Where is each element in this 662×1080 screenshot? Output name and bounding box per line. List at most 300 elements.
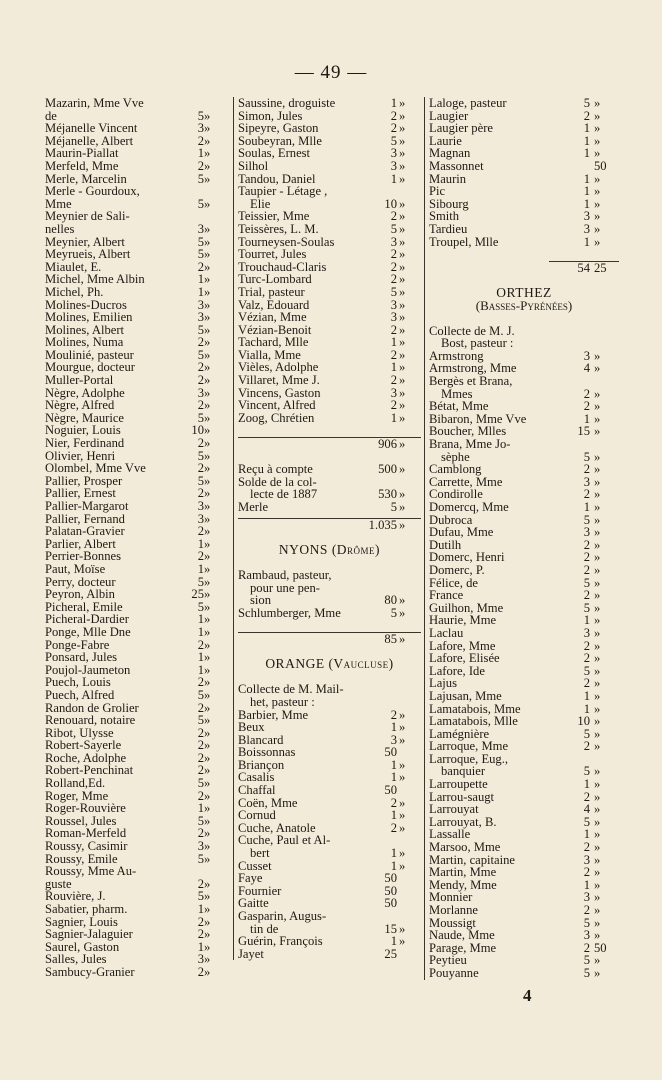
orange-city: ORANGE <box>265 656 325 672</box>
amount-centimes: » <box>594 928 601 943</box>
amount-centimes: » <box>594 512 601 527</box>
donor-name: Roussy, Emile <box>45 851 118 866</box>
amount-francs: 1 <box>583 688 590 703</box>
donor-name: Cornud <box>238 808 276 823</box>
donor-name: Roussel, Jules <box>45 813 117 828</box>
donor-name: Picheral, Emile <box>45 599 123 614</box>
list-item <box>45 802 225 815</box>
amount-centimes: » <box>204 624 211 639</box>
amount-centimes: » <box>204 146 211 161</box>
donor-name: Cuche, Anatole <box>238 820 316 835</box>
donor-name: Lajusan, Mme <box>429 688 502 703</box>
donor-name: Sambucy-Granier <box>45 964 135 979</box>
list-item <box>429 97 619 110</box>
donor-name: Vincent, Alfred <box>238 398 316 413</box>
amount-centimes: » <box>399 297 406 312</box>
amount-francs: 1 <box>583 827 590 842</box>
orange-region: (Vaucluse) <box>328 656 394 672</box>
amount-francs: 1 <box>390 858 397 873</box>
list-item <box>45 903 225 916</box>
donor-name: France <box>429 588 464 603</box>
donor-name: Peytieu <box>429 953 467 968</box>
amount-centimes: » <box>594 348 601 363</box>
list-item <box>45 563 225 576</box>
donor-name: Peyron, Albin <box>45 587 115 602</box>
amount-centimes: » <box>399 272 406 287</box>
amount-francs: 2 <box>583 537 590 552</box>
list-item <box>45 588 225 601</box>
list-item <box>238 809 421 822</box>
amount-francs: 10 <box>191 423 204 438</box>
donor-name: Fournier <box>238 883 282 898</box>
donor-name: Lafore, Elisée <box>429 651 500 666</box>
amount-centimes: » <box>204 410 211 425</box>
amount-centimes: » <box>594 525 601 540</box>
donor-name: Merle - Gourdoux, <box>45 184 140 199</box>
amount-centimes: » <box>594 96 601 110</box>
donor-name: Poujol-Jaumeton <box>45 662 131 677</box>
amount-centimes: » <box>594 764 601 779</box>
amount-centimes: » <box>399 310 406 325</box>
amount-centimes: » <box>594 663 601 678</box>
list-item <box>238 696 421 709</box>
signature-mark: 4 <box>523 986 532 1005</box>
amount-centimes: » <box>594 688 601 703</box>
donor-name: Ponge-Fabre <box>45 637 110 652</box>
amount-francs: 1 <box>390 934 397 949</box>
donor-name: Moussigt <box>429 915 476 930</box>
donor-name: Villaret, Mme J. <box>238 373 320 388</box>
donor-name: Soulas, Ernest <box>238 146 311 161</box>
list-item <box>429 438 619 451</box>
orthez-list <box>429 325 619 980</box>
amount-francs: 25 <box>384 946 397 961</box>
list-item <box>238 336 421 349</box>
amount-francs: 2 <box>583 903 590 917</box>
amount-centimes: » <box>594 133 601 148</box>
amount-centimes: » <box>594 865 601 880</box>
donor-name: Mendy, Mme <box>429 877 497 892</box>
amount-francs: 2 <box>197 788 204 803</box>
amount-francs: 1 <box>197 650 204 665</box>
list-item <box>45 689 225 702</box>
amount-centimes: » <box>594 814 601 829</box>
donor-name: Gasparin, Augus- <box>238 909 327 923</box>
donor-name: Vincens, Gaston <box>238 385 321 400</box>
donor-name: Pouyanne <box>429 965 479 980</box>
donor-name: Parlier, Albert <box>45 536 116 551</box>
amount-francs: 2 <box>197 436 204 451</box>
amount-centimes: » <box>204 234 211 249</box>
list-item <box>429 778 619 791</box>
amount-francs: 2 <box>197 876 204 891</box>
donor-name: Salles, Jules <box>45 952 107 967</box>
donor-name: Barbier, Mme <box>238 707 309 722</box>
list-item <box>429 690 619 703</box>
donor-name: Dubroca <box>429 512 473 527</box>
nyons-city: NYONS <box>278 541 328 557</box>
amount-francs: 2 <box>197 700 204 715</box>
amount-francs: 1 <box>583 777 590 792</box>
amount-francs: 2 <box>197 360 204 375</box>
list-item <box>429 173 619 186</box>
amount-francs: 50 <box>384 871 397 886</box>
donor-name: tin de <box>250 921 279 936</box>
donor-name: Tourneysen-Soulas <box>238 234 335 249</box>
amount-centimes: » <box>594 171 601 186</box>
list-item <box>429 564 619 577</box>
amount-centimes: » <box>204 725 211 740</box>
donor-name: Dutilh <box>429 537 462 552</box>
amount-centimes: » <box>204 536 211 551</box>
donor-name: Robert-Sayerle <box>45 738 122 753</box>
amount-francs: 5 <box>197 234 204 249</box>
list-item <box>238 594 421 607</box>
list-item <box>45 966 225 979</box>
amount-francs: 5 <box>583 663 590 678</box>
donor-name: Molines, Emilien <box>45 310 133 325</box>
donor-name: Soubeyran, Mlle <box>238 133 322 148</box>
amount-francs: 2 <box>583 487 590 502</box>
amount-francs: 3 <box>583 525 590 540</box>
donor-name: Laurie <box>429 133 462 148</box>
donor-name: Lassalle <box>429 827 471 842</box>
donor-name: Lamatabois, Mlle <box>429 714 518 729</box>
list-item <box>238 463 421 476</box>
list-item <box>429 122 619 135</box>
amount-francs: 50 <box>384 883 397 898</box>
list-item <box>429 589 619 602</box>
amount-francs: 1 <box>583 146 590 161</box>
amount-francs: 2 <box>197 637 204 652</box>
amount-centimes: » <box>204 599 211 614</box>
amount-centimes: » <box>399 360 406 375</box>
donor-name: Olivier, Henri <box>45 448 116 463</box>
list-item <box>429 715 619 728</box>
amount-centimes: » <box>399 133 406 148</box>
amount-francs: 15 <box>384 921 397 936</box>
amount-francs: 2 <box>197 750 204 765</box>
donor-name: Ribot, Ulysse <box>45 725 114 740</box>
donor-name: Molines, Albert <box>45 322 125 337</box>
amount-centimes: » <box>204 347 211 362</box>
amount-francs: 2 <box>583 651 590 666</box>
donor-name: Chaffal <box>238 783 276 798</box>
amount-francs: 3 <box>583 474 590 489</box>
donor-name: Pallier, Prosper <box>45 473 123 488</box>
donor-name: Boissonnas <box>238 745 296 760</box>
donor-name: Nègre, Alfred <box>45 398 115 413</box>
amount-francs: 25 <box>191 587 204 602</box>
amount-francs: 1 <box>583 171 590 186</box>
amount-centimes: » <box>399 284 406 299</box>
amount-francs: 2 <box>197 826 204 841</box>
donor-name: Lamégnière <box>429 726 490 741</box>
amount-francs: 5 <box>197 322 204 337</box>
donor-name: Dufau, Mme <box>429 525 494 540</box>
amount-centimes: » <box>594 625 601 640</box>
donor-name: Vézian-Benoit <box>238 322 312 337</box>
donor-name: de <box>45 108 57 123</box>
amount-centimes: » <box>399 757 406 772</box>
amount-centimes: » <box>204 776 211 791</box>
amount-centimes: » <box>399 221 406 236</box>
amount-centimes: » <box>204 662 211 677</box>
amount-francs: 1 <box>197 624 204 639</box>
amount-centimes: » <box>594 184 601 199</box>
page-number: — 49 — <box>294 62 368 83</box>
col3-total-amount: 54 <box>577 260 590 275</box>
amount-centimes: » <box>204 322 211 337</box>
amount-francs: 1 <box>197 561 204 576</box>
amount-centimes: » <box>399 335 406 350</box>
amount-centimes: » <box>399 410 406 425</box>
list-item <box>429 665 619 678</box>
donor-name: Sagnier, Louis <box>45 914 118 929</box>
amount-centimes: » <box>594 953 601 968</box>
amount-francs: 2 <box>583 550 590 565</box>
subtotal-cents: » <box>399 437 406 452</box>
donor-name: Robert-Penchinat <box>45 763 134 778</box>
amount-centimes: » <box>399 846 406 861</box>
donor-name: Boucher, Mlles <box>429 424 507 439</box>
donor-name: Martin, Mme <box>429 865 497 880</box>
donor-name: Reçu à compte <box>238 462 313 477</box>
column-2 <box>233 97 421 960</box>
donor-name: Tardieu <box>429 221 468 236</box>
amount-francs: 2 <box>197 964 204 979</box>
amount-centimes: » <box>594 651 601 666</box>
amount-centimes: » <box>399 770 406 785</box>
amount-francs: 5 <box>197 574 204 589</box>
amount-centimes: » <box>594 840 601 855</box>
amount-francs: 1 <box>583 121 590 136</box>
amount-francs: 1 <box>197 612 204 627</box>
donor-name: Sipeyre, Gaston <box>238 121 319 136</box>
donor-name: Mmes <box>441 386 473 401</box>
orange-heading <box>238 658 421 671</box>
amount-francs: 500 <box>378 462 397 477</box>
donor-name: Trial, pasteur <box>238 284 305 299</box>
amount-centimes: » <box>399 108 406 123</box>
amount-centimes: » <box>204 675 211 690</box>
amount-francs: 5 <box>583 965 590 980</box>
donor-name: Laugier père <box>429 121 493 136</box>
amount-centimes: » <box>204 360 211 375</box>
amount-francs: 2 <box>390 209 397 224</box>
amount-francs: 2 <box>197 486 204 501</box>
amount-centimes: » <box>399 247 406 262</box>
list-item <box>238 374 421 387</box>
donor-name: Tourret, Jules <box>238 247 307 262</box>
donor-name: Martin, capitaine <box>429 852 516 867</box>
amount-centimes: » <box>399 820 406 835</box>
nyons-total-amount: 85 <box>384 631 397 646</box>
amount-francs: 3 <box>583 625 590 640</box>
donor-name: Merle, Marcelin <box>45 171 127 186</box>
amount-francs: 2 <box>197 763 204 778</box>
amount-francs: 2 <box>197 398 204 413</box>
amount-centimes: 50 <box>594 158 607 173</box>
donor-name: Saurel, Gaston <box>45 939 120 954</box>
donor-name: Collecte de M. Mail- <box>238 682 344 697</box>
donor-name: Rolland,Ed. <box>45 776 106 791</box>
donor-name: Guilhon, Mme <box>429 600 504 615</box>
amount-francs: 5 <box>583 575 590 590</box>
amount-francs: 5 <box>197 108 204 123</box>
donor-name: Troupel, Mlle <box>429 234 499 249</box>
donor-name: Meynier de Sali- <box>45 209 130 224</box>
amount-francs: 5 <box>390 605 397 620</box>
donor-name: Rambaud, pasteur, <box>238 567 332 582</box>
amount-francs: 3 <box>390 732 397 747</box>
amount-centimes: » <box>204 927 211 942</box>
donor-name: Moulinié, pasteur <box>45 347 134 362</box>
donor-name: Larroque, Mme <box>429 739 509 754</box>
amount-francs: 3 <box>197 385 204 400</box>
amount-centimes: » <box>594 500 601 514</box>
spacer <box>238 619 421 632</box>
amount-centimes: » <box>204 423 211 438</box>
donor-name: Renouard, notaire <box>45 713 136 728</box>
list-item <box>45 525 225 538</box>
donor-name: Molines, Numa <box>45 335 124 350</box>
donor-name: Haurie, Mme <box>429 613 497 628</box>
amount-francs: 2 <box>390 108 397 123</box>
amount-francs: 5 <box>583 915 590 930</box>
donor-name: Camblong <box>429 462 482 477</box>
list-item <box>429 160 619 173</box>
total-row <box>238 518 421 532</box>
donor-name: Simon, Jules <box>238 108 303 123</box>
amount-centimes: » <box>204 171 211 186</box>
donor-name: Vièles, Adolphe <box>238 360 319 375</box>
col3-top-list <box>429 97 619 248</box>
amount-centimes: » <box>204 750 211 765</box>
amount-centimes: » <box>204 902 211 916</box>
amount-centimes: » <box>204 788 211 803</box>
list-item <box>238 286 421 299</box>
list-item <box>429 185 619 198</box>
donor-name: pour une pen- <box>250 580 320 595</box>
amount-francs: 2 <box>583 676 590 691</box>
amount-centimes: » <box>204 574 211 589</box>
donor-name: Meynier, Albert <box>45 234 125 249</box>
amount-francs: 2 <box>197 335 204 350</box>
list-item <box>429 627 619 640</box>
donor-name: Pallier, Fernand <box>45 511 125 526</box>
amount-centimes: » <box>399 347 406 362</box>
donor-name: guste <box>45 876 72 891</box>
amount-francs: 15 <box>577 424 590 439</box>
amount-francs: 1 <box>390 846 397 861</box>
column-1 <box>45 97 225 979</box>
donor-name: Monnier <box>429 890 473 905</box>
amount-francs: 2 <box>197 461 204 476</box>
amount-centimes: » <box>204 914 211 929</box>
list-item <box>45 122 225 135</box>
list-item <box>429 337 619 350</box>
orange-list <box>238 683 421 960</box>
donor-name: Armstrong <box>429 348 484 363</box>
amount-francs: 2 <box>583 789 590 804</box>
list-item <box>45 626 225 639</box>
list-item <box>238 311 421 324</box>
amount-francs: 1 <box>390 720 397 735</box>
list-item <box>238 607 421 620</box>
orthez-region: (Basses-Pyrénées) <box>475 297 573 313</box>
amount-francs: 3 <box>390 146 397 161</box>
amount-centimes: » <box>594 221 601 236</box>
list-item <box>45 500 225 513</box>
list-item <box>238 910 421 923</box>
amount-centimes: » <box>204 486 211 501</box>
amount-francs: 5 <box>197 889 204 904</box>
orthez-region-row <box>429 297 619 313</box>
list-item <box>238 948 421 961</box>
amount-francs: 1 <box>197 939 204 954</box>
amount-francs: 1 <box>197 272 204 287</box>
donor-name: Perrier-Bonnes <box>45 549 121 564</box>
amount-centimes: » <box>204 133 211 148</box>
list-item <box>45 865 225 878</box>
amount-centimes: » <box>594 588 601 603</box>
donor-name: Bétat, Mme <box>429 399 489 414</box>
amount-centimes: » <box>204 549 211 564</box>
donor-name: Larrouyat <box>429 802 479 817</box>
donor-name: Teissier, Mme <box>238 209 310 224</box>
donor-name: Zoog, Chrétien <box>238 410 315 425</box>
amount-francs: 5 <box>583 449 590 464</box>
amount-centimes: » <box>204 839 211 854</box>
amount-centimes: » <box>594 449 601 464</box>
amount-centimes: » <box>204 448 211 463</box>
amount-francs: 2 <box>583 399 590 414</box>
amount-centimes: » <box>204 687 211 702</box>
amount-centimes: » <box>594 537 601 552</box>
amount-centimes: » <box>594 361 601 376</box>
amount-centimes: » <box>204 587 211 602</box>
donor-name: Roussy, Casimir <box>45 839 128 854</box>
amount-centimes: » <box>594 877 601 892</box>
list-item <box>238 412 421 425</box>
donor-name: Condirolle <box>429 487 483 502</box>
donor-name: banquier <box>441 764 486 779</box>
list-item <box>45 311 225 324</box>
amount-centimes: » <box>594 638 601 653</box>
amount-centimes: » <box>399 209 406 224</box>
amount-francs: 2 <box>197 725 204 740</box>
donor-name: bert <box>250 846 270 861</box>
amount-centimes: » <box>204 763 211 778</box>
donor-name: Armstrong, Mme <box>429 361 517 376</box>
amount-francs: 2 <box>583 588 590 603</box>
amount-francs: 5 <box>583 953 590 968</box>
donor-name: Larroque, Eug., <box>429 751 509 766</box>
amount-centimes: » <box>204 499 211 513</box>
amount-francs: 3 <box>583 928 590 943</box>
donor-name: Félice, de <box>429 575 478 590</box>
amount-francs: 50 <box>384 783 397 798</box>
donor-name: Guérin, François <box>238 934 323 949</box>
amount-francs: 3 <box>197 121 204 136</box>
donor-name: Massonnet <box>429 158 484 173</box>
amount-francs: 10 <box>577 714 590 729</box>
donor-name: Valz, Edouard <box>238 297 310 312</box>
donor-name: Michel, Mme Albin <box>45 272 145 287</box>
amount-centimes: » <box>204 221 211 236</box>
amount-francs: 3 <box>583 890 590 905</box>
